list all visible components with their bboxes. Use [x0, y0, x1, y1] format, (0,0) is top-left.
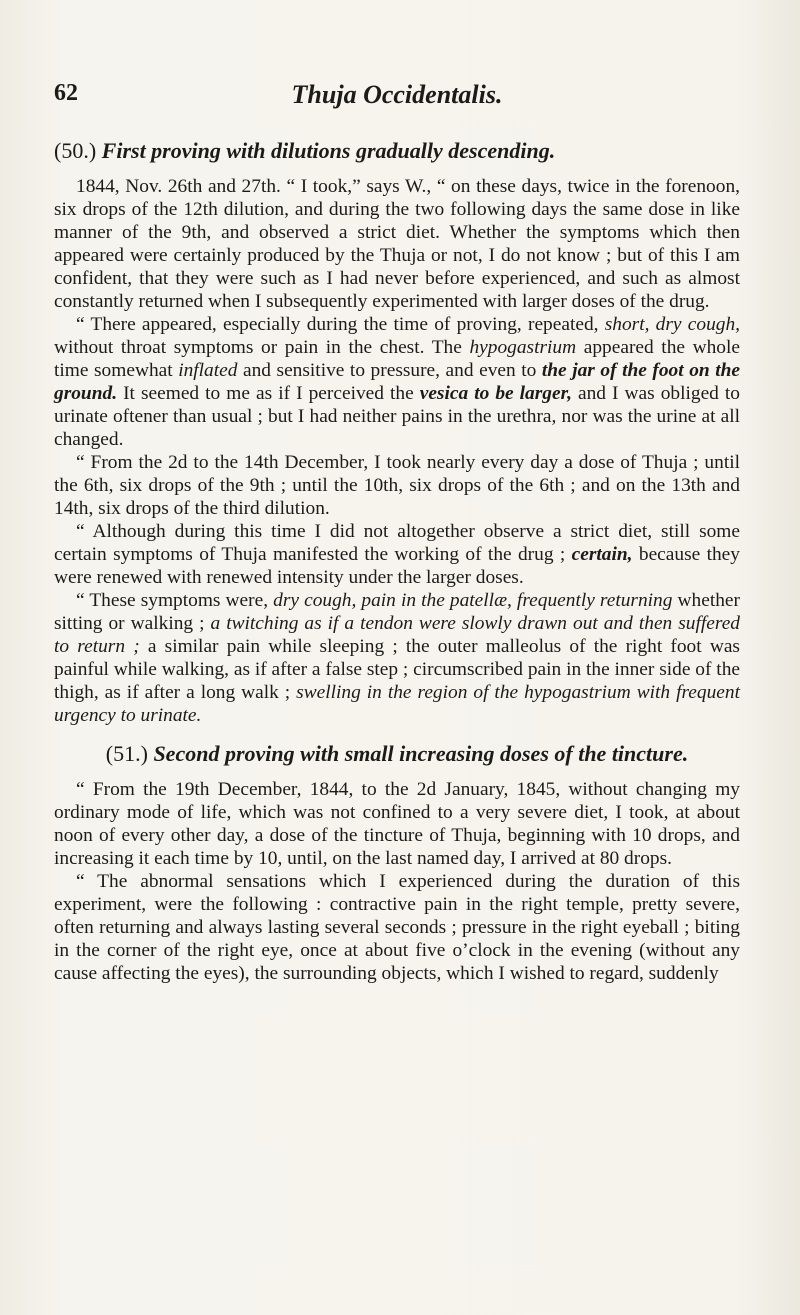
emphasis-text: a twitching as if a tendon were slowly drawn out and then suffered to return ; [54, 613, 741, 657]
text-run: because they were renewed with renewed intensity under the larger doses. [54, 544, 740, 588]
text-run: and I was obliged to urinate oftener than usual ; but I had neither pains in the urethra, nor was the urine at all changed. [54, 383, 740, 450]
paragraph: “ From the 2d to the 14th December, I took nearly every day a dose of Thuja ; until the 6th, six drops of the 9th ; until the 10th, six drops of the 6th ; and on the 13th and 14th, six drops of the third dilution. [54, 452, 740, 519]
emphasis-text: dry cough, pain in the patellæ, frequently returning [273, 590, 673, 611]
paragraph: “ The abnormal sensations which I experienced during the duration of this experiment, were the following : contractive pain in the right temple, pretty severe, often returning and always lasting several seconds ; pressure in the right eyeball ; biting in the corner of the right eye, once at about five o’clock in the evening (without any cause affecting the eyes), the surrounding objects, which I wished to regard, suddenly [54, 871, 740, 984]
paragraph [54, 589, 740, 727]
text-run: “ These symptoms were, [76, 590, 274, 611]
section-title: Second proving with small increasing doses of the tincture. [153, 741, 689, 766]
emphasis-text: certain, [571, 544, 633, 565]
page-body [54, 138, 740, 985]
text-run: appeared the whole time somewhat [54, 337, 740, 381]
text-run: “ Although during this time I did not altogether observe a strict diet, still some certain symptoms of Thuja manifested the working of the drug ; [54, 521, 740, 565]
text-run: without throat symptoms or pain in the chest. The [54, 337, 470, 358]
page-number: 62 [54, 80, 78, 106]
emphasis-text: vesica to be larger, [419, 383, 572, 404]
section-heading-51 [54, 741, 740, 767]
paragraph: 1844, Nov. 26th and 27th. “ I took,” says W., “ on these days, twice in the forenoon, six drops of the 12th dilution, and during the two following days the same dose in like manner of the 9th, and observed a strict diet. Whether the symptoms which then appeared were certainly produced by the Thuja or not, I do not know ; but of this I am confident, that they were such as I had never before experienced, and such as almost constantly returned when I subsequently experimented with larger doses of the drug. [54, 176, 740, 312]
text-run: It seemed to me as if I perceived the [117, 383, 420, 404]
emphasis-text: short, dry cough, [604, 314, 740, 335]
running-head [54, 80, 740, 114]
text-run: and sensitive to pressure, and even to [237, 360, 542, 381]
paragraph [54, 313, 740, 451]
section-number: (51.) [105, 741, 148, 766]
text-run: a similar pain while sleeping ; the outer malleolus of the right foot was painful while walking, as if after a false step ; circumscribed pain in the inner side of the thigh, as if after a long walk ; [54, 636, 740, 703]
emphasis-text: the jar of the foot on the ground. [54, 360, 740, 404]
emphasis-text: swelling in the region of the hypogastrium with frequent urgency to urinate. [54, 682, 740, 726]
paragraph: “ From the 19th December, 1844, to the 2d January, 1845, without changing my ordinary mode of life, which was not confined to a very severe diet, I took, at about noon of every other day, a dose of the tincture of Thuja, beginning with 10 drops, and increasing it each time by 10, until, on the last named day, I arrived at 80 drops. [54, 779, 740, 869]
text-run: “ There appeared, especially during the time of proving, repeated, [76, 314, 605, 335]
paragraph [54, 520, 740, 589]
running-title: Thuja Occidentalis. [291, 80, 503, 109]
emphasis-text: hypogastrium [469, 337, 577, 358]
section-number: (50.) [54, 138, 97, 163]
section-title: First proving with dilutions gradually descending. [101, 138, 556, 163]
section-heading-50 [54, 138, 740, 164]
emphasis-text: inflated [178, 360, 238, 381]
text-run: whether sitting or walking ; [54, 590, 740, 634]
